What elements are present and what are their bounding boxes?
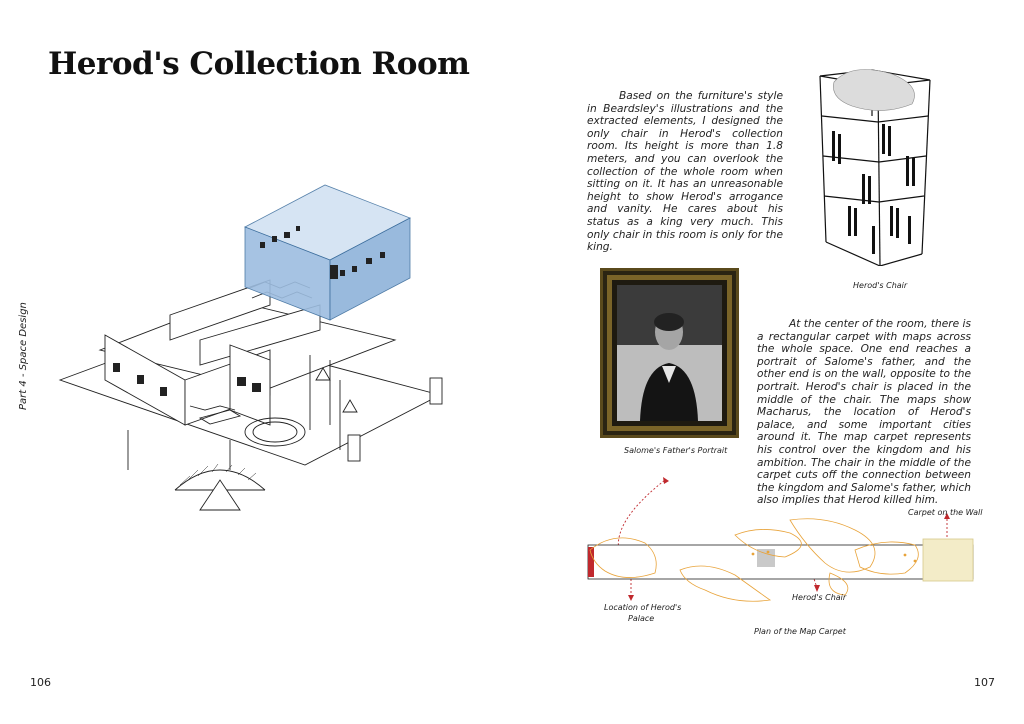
- portrait-caption: Salome's Father's Portrait: [624, 446, 728, 455]
- palace-caption-line2: Palace: [628, 614, 655, 623]
- axonometric-drawing: [40, 180, 460, 520]
- page-number-right: 107: [974, 676, 995, 689]
- page-title: Herod's Collection Room: [48, 46, 470, 82]
- section-label: Part 4 - Space Design: [18, 302, 29, 410]
- herods-chair-drawing: [812, 56, 942, 266]
- map-plan-caption: Plan of the Map Carpet: [754, 627, 846, 636]
- map-carpet-plan: [585, 475, 983, 610]
- palace-caption-line1: Location of Herod's: [604, 603, 682, 612]
- chair-caption: Herod's Chair: [853, 281, 908, 290]
- carpet-wall-caption: Carpet on the Wall: [908, 508, 983, 517]
- carpet-description: At the center of the room, there is a rectangular carpet with maps across the whole space. One end reaches a portrait of Salome's father, and the other end is on the wall, opposite to the portrait. Herod's chair is placed in the middle of the chair. The maps show Macharus, the location of Herod's palace, and some important cities around it. The map carpet represents his control over the kingdom and his ambition. The chair in the middle of the carpet cuts off the connection between the kingdom and Salome's father, which also implies that Herod killed him.: [757, 318, 971, 507]
- chair-description: Based on the furniture's style in Beardsley's illustrations and the extracted elements, I designed the only chair in Herod's collection room. Its height is more than 1.8 meters, and you can overlook the collection of the whole room when sitting on it. It has an unreasonable height to show Herod's arrogance and vanity. He cares about his status as a king very much. This only chair in this room is only for the king.: [587, 90, 783, 254]
- map-chair-caption: Herod's Chair: [792, 593, 847, 602]
- portrait-image: [600, 268, 739, 438]
- page-number-left: 106: [30, 676, 51, 689]
